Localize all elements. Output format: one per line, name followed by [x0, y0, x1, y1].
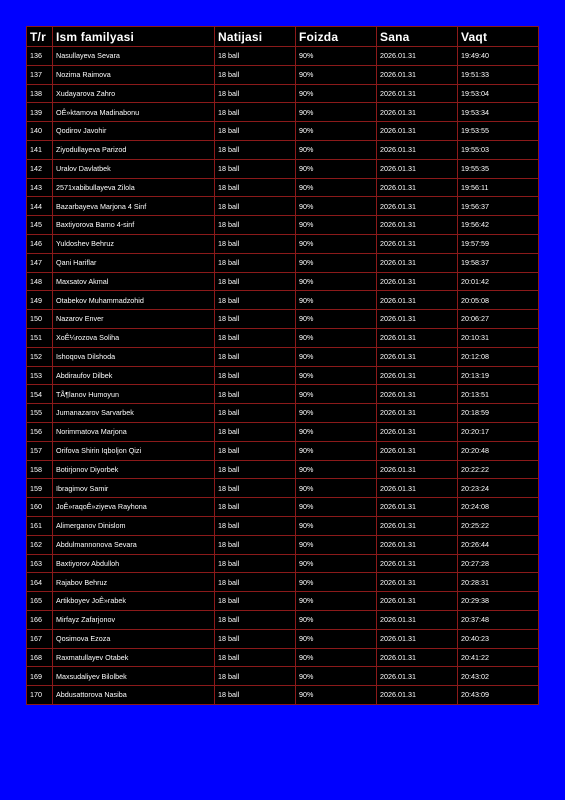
table-row — [27, 159, 539, 178]
result-percent: 90% — [296, 291, 377, 310]
row-number: 158 — [27, 460, 53, 479]
table-row — [27, 667, 539, 686]
table-row — [27, 47, 539, 66]
table-row — [27, 216, 539, 235]
table-row — [27, 347, 539, 366]
result-date: 2026.01.31 — [377, 648, 458, 667]
row-number: 148 — [27, 272, 53, 291]
result-time: 20:10:31 — [458, 328, 539, 347]
student-name: Orifova Shirin Iqboljon Qizi — [53, 441, 215, 460]
student-name: Ziyodullayeva Parizod — [53, 140, 215, 159]
table-row — [27, 291, 539, 310]
result-time: 19:51:33 — [458, 65, 539, 84]
student-name: Artikboyev JoÊ»rabek — [53, 592, 215, 611]
result-time: 20:13:51 — [458, 385, 539, 404]
row-number: 145 — [27, 216, 53, 235]
result-time: 20:40:23 — [458, 629, 539, 648]
header-date: Sana — [377, 27, 458, 47]
student-name: Baxtiyorova Barno 4-sinf — [53, 216, 215, 235]
result-date: 2026.01.31 — [377, 272, 458, 291]
result-date: 2026.01.31 — [377, 65, 458, 84]
student-name: Raxmatullayev Otabek — [53, 648, 215, 667]
student-name: JoÊ»raqoÊ»ziyeva Rayhona — [53, 498, 215, 517]
result-percent: 90% — [296, 140, 377, 159]
result-date: 2026.01.31 — [377, 610, 458, 629]
table-row — [27, 272, 539, 291]
header-name: Ism familyasi — [53, 27, 215, 47]
table-row — [27, 178, 539, 197]
student-name: Alimerganov Dinislom — [53, 516, 215, 535]
row-number: 140 — [27, 122, 53, 141]
result-time: 20:20:48 — [458, 441, 539, 460]
result-time: 19:58:37 — [458, 253, 539, 272]
table-row — [27, 610, 539, 629]
result-percent: 90% — [296, 272, 377, 291]
result-date: 2026.01.31 — [377, 516, 458, 535]
result-percent: 90% — [296, 197, 377, 216]
row-number: 157 — [27, 441, 53, 460]
student-name: Qosimova Ezoza — [53, 629, 215, 648]
result-score: 18 ball — [215, 103, 296, 122]
result-score: 18 ball — [215, 592, 296, 611]
header-percent: Foizda — [296, 27, 377, 47]
result-score: 18 ball — [215, 65, 296, 84]
student-name: XoÊ¼rozova Soliha — [53, 328, 215, 347]
result-date: 2026.01.31 — [377, 686, 458, 705]
result-time: 19:56:37 — [458, 197, 539, 216]
table-row — [27, 535, 539, 554]
result-time: 20:23:24 — [458, 479, 539, 498]
table-row — [27, 140, 539, 159]
table-row — [27, 592, 539, 611]
row-number: 138 — [27, 84, 53, 103]
result-score: 18 ball — [215, 310, 296, 329]
result-percent: 90% — [296, 648, 377, 667]
result-date: 2026.01.31 — [377, 385, 458, 404]
result-time: 20:26:44 — [458, 535, 539, 554]
row-number: 169 — [27, 667, 53, 686]
result-time: 19:57:59 — [458, 234, 539, 253]
student-name: OÊ»ktamova Madinabonu — [53, 103, 215, 122]
row-number: 159 — [27, 479, 53, 498]
result-date: 2026.01.31 — [377, 441, 458, 460]
result-date: 2026.01.31 — [377, 310, 458, 329]
result-percent: 90% — [296, 253, 377, 272]
result-score: 18 ball — [215, 460, 296, 479]
row-number: 165 — [27, 592, 53, 611]
result-percent: 90% — [296, 47, 377, 66]
result-date: 2026.01.31 — [377, 328, 458, 347]
result-time: 19:56:11 — [458, 178, 539, 197]
result-score: 18 ball — [215, 253, 296, 272]
result-percent: 90% — [296, 310, 377, 329]
result-date: 2026.01.31 — [377, 404, 458, 423]
result-score: 18 ball — [215, 291, 296, 310]
row-number: 149 — [27, 291, 53, 310]
student-name: Yuldoshev Behruz — [53, 234, 215, 253]
result-date: 2026.01.31 — [377, 667, 458, 686]
result-percent: 90% — [296, 159, 377, 178]
row-number: 141 — [27, 140, 53, 159]
row-number: 142 — [27, 159, 53, 178]
table-row — [27, 310, 539, 329]
result-date: 2026.01.31 — [377, 554, 458, 573]
header-number: T/r — [27, 27, 53, 47]
result-percent: 90% — [296, 328, 377, 347]
student-name: Otabekov Muhammadzohid — [53, 291, 215, 310]
result-date: 2026.01.31 — [377, 197, 458, 216]
result-percent: 90% — [296, 498, 377, 517]
student-name: 2571xabibullayeva Zilola — [53, 178, 215, 197]
student-name: Nozima Raimova — [53, 65, 215, 84]
result-score: 18 ball — [215, 535, 296, 554]
table-row — [27, 197, 539, 216]
result-score: 18 ball — [215, 610, 296, 629]
row-number: 160 — [27, 498, 53, 517]
student-name: Norimmatova Marjona — [53, 422, 215, 441]
result-date: 2026.01.31 — [377, 460, 458, 479]
result-percent: 90% — [296, 385, 377, 404]
table-row — [27, 234, 539, 253]
result-time: 20:13:19 — [458, 366, 539, 385]
student-name: Botirjonov Diyorbek — [53, 460, 215, 479]
result-score: 18 ball — [215, 479, 296, 498]
row-number: 144 — [27, 197, 53, 216]
result-percent: 90% — [296, 610, 377, 629]
result-date: 2026.01.31 — [377, 347, 458, 366]
student-name: Abdulmannonova Sevara — [53, 535, 215, 554]
result-percent: 90% — [296, 404, 377, 423]
result-percent: 90% — [296, 686, 377, 705]
result-time: 20:05:08 — [458, 291, 539, 310]
student-name: Jumanazarov Sarvarbek — [53, 404, 215, 423]
result-score: 18 ball — [215, 686, 296, 705]
result-time: 20:28:31 — [458, 573, 539, 592]
result-date: 2026.01.31 — [377, 291, 458, 310]
result-time: 19:55:03 — [458, 140, 539, 159]
result-time: 20:29:38 — [458, 592, 539, 611]
row-number: 154 — [27, 385, 53, 404]
table-row — [27, 366, 539, 385]
row-number: 156 — [27, 422, 53, 441]
student-name: Qodirov Javohir — [53, 122, 215, 141]
result-date: 2026.01.31 — [377, 122, 458, 141]
result-time: 20:25:22 — [458, 516, 539, 535]
result-score: 18 ball — [215, 140, 296, 159]
result-percent: 90% — [296, 347, 377, 366]
result-score: 18 ball — [215, 422, 296, 441]
result-date: 2026.01.31 — [377, 422, 458, 441]
table-row — [27, 479, 539, 498]
result-date: 2026.01.31 — [377, 592, 458, 611]
result-time: 20:43:09 — [458, 686, 539, 705]
row-number: 143 — [27, 178, 53, 197]
result-percent: 90% — [296, 554, 377, 573]
result-percent: 90% — [296, 65, 377, 84]
result-score: 18 ball — [215, 159, 296, 178]
result-percent: 90% — [296, 629, 377, 648]
student-name: Bazarbayeva Marjona 4 Sinf — [53, 197, 215, 216]
result-percent: 90% — [296, 216, 377, 235]
result-score: 18 ball — [215, 216, 296, 235]
result-score: 18 ball — [215, 554, 296, 573]
result-percent: 90% — [296, 516, 377, 535]
table-row — [27, 84, 539, 103]
row-number: 136 — [27, 47, 53, 66]
table-row — [27, 648, 539, 667]
result-score: 18 ball — [215, 366, 296, 385]
row-number: 164 — [27, 573, 53, 592]
result-score: 18 ball — [215, 667, 296, 686]
result-time: 20:24:08 — [458, 498, 539, 517]
row-number: 168 — [27, 648, 53, 667]
student-name: Rajabov Behruz — [53, 573, 215, 592]
result-score: 18 ball — [215, 385, 296, 404]
table-row — [27, 385, 539, 404]
result-score: 18 ball — [215, 629, 296, 648]
result-date: 2026.01.31 — [377, 84, 458, 103]
result-score: 18 ball — [215, 197, 296, 216]
result-date: 2026.01.31 — [377, 573, 458, 592]
result-score: 18 ball — [215, 404, 296, 423]
result-score: 18 ball — [215, 441, 296, 460]
row-number: 153 — [27, 366, 53, 385]
table-row — [27, 460, 539, 479]
result-percent: 90% — [296, 234, 377, 253]
result-date: 2026.01.31 — [377, 366, 458, 385]
result-score: 18 ball — [215, 234, 296, 253]
result-time: 19:55:35 — [458, 159, 539, 178]
result-time: 20:20:17 — [458, 422, 539, 441]
result-time: 19:49:40 — [458, 47, 539, 66]
result-date: 2026.01.31 — [377, 140, 458, 159]
result-score: 18 ball — [215, 328, 296, 347]
result-score: 18 ball — [215, 498, 296, 517]
result-score: 18 ball — [215, 648, 296, 667]
table-row — [27, 686, 539, 705]
result-date: 2026.01.31 — [377, 103, 458, 122]
student-name: Mirfayz Zafarjonov — [53, 610, 215, 629]
results-table — [26, 26, 539, 705]
result-time: 20:43:02 — [458, 667, 539, 686]
result-date: 2026.01.31 — [377, 498, 458, 517]
result-date: 2026.01.31 — [377, 234, 458, 253]
result-score: 18 ball — [215, 47, 296, 66]
student-name: Baxtiyorov Abdulloh — [53, 554, 215, 573]
table-row — [27, 103, 539, 122]
header-row — [27, 27, 539, 47]
result-score: 18 ball — [215, 84, 296, 103]
result-percent: 90% — [296, 667, 377, 686]
result-percent: 90% — [296, 422, 377, 441]
result-time: 20:22:22 — [458, 460, 539, 479]
result-date: 2026.01.31 — [377, 216, 458, 235]
row-number: 163 — [27, 554, 53, 573]
result-time: 20:27:28 — [458, 554, 539, 573]
row-number: 146 — [27, 234, 53, 253]
result-score: 18 ball — [215, 516, 296, 535]
result-percent: 90% — [296, 460, 377, 479]
table-row — [27, 554, 539, 573]
result-time: 20:41:22 — [458, 648, 539, 667]
table-row — [27, 65, 539, 84]
result-time: 19:53:34 — [458, 103, 539, 122]
row-number: 162 — [27, 535, 53, 554]
row-number: 155 — [27, 404, 53, 423]
result-date: 2026.01.31 — [377, 159, 458, 178]
row-number: 150 — [27, 310, 53, 329]
result-score: 18 ball — [215, 122, 296, 141]
row-number: 152 — [27, 347, 53, 366]
result-percent: 90% — [296, 103, 377, 122]
row-number: 166 — [27, 610, 53, 629]
table-row — [27, 253, 539, 272]
result-date: 2026.01.31 — [377, 629, 458, 648]
student-name: Maxsudaliyev Bilolbek — [53, 667, 215, 686]
result-time: 19:56:42 — [458, 216, 539, 235]
result-percent: 90% — [296, 178, 377, 197]
student-name: Uralov Davlatbek — [53, 159, 215, 178]
result-percent: 90% — [296, 592, 377, 611]
student-name: TÃ¶lanov Humoyun — [53, 385, 215, 404]
result-time: 20:01:42 — [458, 272, 539, 291]
results-body — [27, 47, 539, 705]
student-name: Abdusattorova Nasiba — [53, 686, 215, 705]
result-percent: 90% — [296, 479, 377, 498]
result-time: 19:53:04 — [458, 84, 539, 103]
result-percent: 90% — [296, 366, 377, 385]
result-percent: 90% — [296, 441, 377, 460]
result-score: 18 ball — [215, 272, 296, 291]
table-row — [27, 629, 539, 648]
student-name: Nazarov Enver — [53, 310, 215, 329]
row-number: 151 — [27, 328, 53, 347]
result-percent: 90% — [296, 535, 377, 554]
row-number: 147 — [27, 253, 53, 272]
row-number: 167 — [27, 629, 53, 648]
table-row — [27, 422, 539, 441]
row-number: 137 — [27, 65, 53, 84]
result-score: 18 ball — [215, 178, 296, 197]
header-time: Vaqt — [458, 27, 539, 47]
result-date: 2026.01.31 — [377, 535, 458, 554]
student-name: Nasullayeva Sevara — [53, 47, 215, 66]
result-score: 18 ball — [215, 573, 296, 592]
result-score: 18 ball — [215, 347, 296, 366]
student-name: Ibragimov Samir — [53, 479, 215, 498]
student-name: Maxsatov Akmal — [53, 272, 215, 291]
row-number: 139 — [27, 103, 53, 122]
table-row — [27, 328, 539, 347]
result-time: 20:12:08 — [458, 347, 539, 366]
result-time: 19:53:55 — [458, 122, 539, 141]
student-name: Qani Hariflar — [53, 253, 215, 272]
result-date: 2026.01.31 — [377, 47, 458, 66]
result-percent: 90% — [296, 122, 377, 141]
student-name: Xudayarova Zahro — [53, 84, 215, 103]
header-result: Natijasi — [215, 27, 296, 47]
result-date: 2026.01.31 — [377, 178, 458, 197]
result-time: 20:18:59 — [458, 404, 539, 423]
table-row — [27, 516, 539, 535]
table-row — [27, 404, 539, 423]
table-row — [27, 441, 539, 460]
result-percent: 90% — [296, 573, 377, 592]
table-row — [27, 573, 539, 592]
result-time: 20:37:48 — [458, 610, 539, 629]
student-name: Ishoqova Dilshoda — [53, 347, 215, 366]
result-percent: 90% — [296, 84, 377, 103]
student-name: Abdiraufov Dilbek — [53, 366, 215, 385]
result-time: 20:06:27 — [458, 310, 539, 329]
result-date: 2026.01.31 — [377, 479, 458, 498]
row-number: 161 — [27, 516, 53, 535]
table-row — [27, 498, 539, 517]
row-number: 170 — [27, 686, 53, 705]
result-date: 2026.01.31 — [377, 253, 458, 272]
table-row — [27, 122, 539, 141]
